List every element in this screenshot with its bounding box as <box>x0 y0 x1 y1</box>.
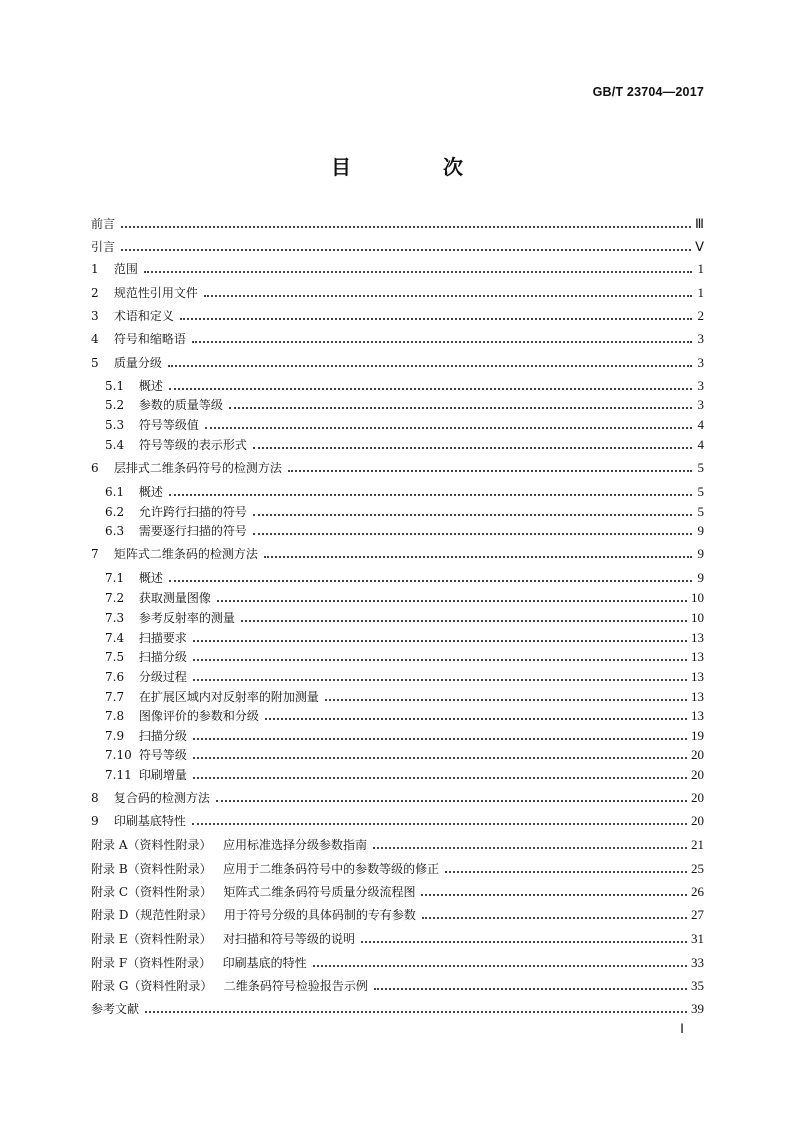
toc-entry-label <box>105 523 247 539</box>
toc-entry-label <box>91 978 368 994</box>
toc-entry-page: 13 <box>691 708 704 723</box>
dot-leader <box>265 717 687 720</box>
toc-entry-title: 扫描要求 <box>138 631 187 645</box>
toc-entry-page: 20 <box>691 790 704 805</box>
toc-entry[interactable] <box>91 544 704 562</box>
dot-leader <box>121 248 691 251</box>
toc-entry-label <box>91 837 367 853</box>
toc-entry-number: 8 <box>91 791 99 805</box>
toc-entry-title: 概述 <box>138 379 163 393</box>
toc-entry-page: 1 <box>697 261 704 276</box>
toc-entry[interactable] <box>105 588 704 606</box>
toc-entry-number: 5.3 <box>105 418 125 432</box>
toc-entry-number: 7.11 <box>105 768 132 782</box>
toc-entry-title: 应用标准选择分级参数指南 <box>222 838 367 852</box>
toc-entry[interactable] <box>91 835 704 853</box>
toc-entry-label <box>105 728 187 744</box>
toc-entry[interactable] <box>91 788 704 806</box>
toc-entry-number: 6.3 <box>105 524 125 538</box>
toc-entry-title: 需要逐行扫描的符号 <box>138 524 247 538</box>
toc-entry[interactable] <box>105 628 704 646</box>
dot-leader <box>169 579 692 582</box>
dot-leader <box>288 469 692 472</box>
dot-leader <box>193 658 687 661</box>
toc-entry[interactable] <box>91 458 704 476</box>
toc-entry-page: 3 <box>697 378 704 393</box>
toc-entry-number: 9 <box>91 814 99 828</box>
toc-entry[interactable] <box>105 726 704 744</box>
toc-entry-number: 7.8 <box>105 709 125 723</box>
toc-entry-title: 矩阵式二维条码的检测方法 <box>113 547 258 561</box>
toc-entry-title: 规范性引用文件 <box>113 286 198 300</box>
toc-entry-number: 附录 B（资料性附录） <box>91 862 212 876</box>
toc-entry-label <box>91 861 439 877</box>
toc-entry-label <box>91 216 115 232</box>
toc-entry-page: 5 <box>697 460 704 475</box>
toc-entry-page: 3 <box>697 331 704 346</box>
toc-entry-title: 层排式二维条码符号的检测方法 <box>113 461 282 475</box>
dot-leader <box>168 364 692 367</box>
toc-entry[interactable] <box>105 568 704 586</box>
toc-entry-number: 附录 E（资料性附录） <box>91 932 212 946</box>
toc-entry-label <box>91 355 162 371</box>
dot-leader <box>361 940 687 943</box>
toc-entry-page: 9 <box>697 570 704 585</box>
toc-entry[interactable] <box>105 415 704 433</box>
toc-entry-title: 参数的质量等级 <box>138 398 223 412</box>
toc-entry-label <box>91 790 210 806</box>
toc-entry-page: 13 <box>691 689 704 704</box>
dot-leader <box>422 916 687 919</box>
toc-entry[interactable] <box>91 283 704 301</box>
toc-entry-page: 4 <box>697 417 704 432</box>
toc-entry-number: 附录 G（资料性附录） <box>91 979 213 993</box>
dot-leader <box>193 756 687 759</box>
toc-entry-title: 符号等级值 <box>138 418 199 432</box>
toc-entry[interactable] <box>105 647 704 665</box>
dot-leader <box>241 619 687 622</box>
toc-entry-title: 符号等级 <box>138 748 187 762</box>
toc-entry-label <box>105 767 187 783</box>
toc-entry-title: 参考文献 <box>91 1002 140 1016</box>
toc-entry-number: 7.5 <box>105 650 125 664</box>
toc-entry-number: 6.1 <box>105 485 125 499</box>
toc-entry-title: 二维条码符号检验报告示例 <box>223 979 368 993</box>
toc-entry-page: 25 <box>691 861 704 876</box>
toc-entry-page: 13 <box>691 649 704 664</box>
toc-entry-label <box>105 437 247 453</box>
toc-entry-title: 分级过程 <box>138 670 187 684</box>
toc-entry[interactable] <box>91 905 704 923</box>
toc-entry-title: 图像评价的参数和分级 <box>138 709 259 723</box>
dot-leader <box>193 776 687 779</box>
toc-entry[interactable] <box>105 765 704 783</box>
toc-entry-title: 引言 <box>91 240 116 254</box>
toc-entry-number: 附录 A（资料性附录） <box>91 838 212 852</box>
toc-entry[interactable] <box>91 329 704 347</box>
toc-entry-page: 2 <box>697 308 704 323</box>
toc-entry[interactable] <box>91 214 704 232</box>
toc-entry-page: 19 <box>691 728 704 743</box>
dot-leader <box>169 387 692 390</box>
toc-entry-title: 符号等级的表示形式 <box>138 438 247 452</box>
toc-entry-number: 7 <box>91 547 99 561</box>
toc-entry-number: 7.4 <box>105 631 125 645</box>
dot-leader <box>145 1010 687 1013</box>
toc-entry[interactable] <box>91 999 704 1017</box>
toc-entry[interactable] <box>91 811 704 829</box>
dot-leader <box>193 639 687 642</box>
toc-entry-label <box>105 689 319 705</box>
toc-entry-page: 20 <box>691 767 704 782</box>
dot-leader <box>121 225 691 228</box>
dot-leader <box>205 426 692 429</box>
page-number: Ⅰ <box>680 1021 684 1036</box>
toc-entry-label <box>105 669 187 685</box>
toc-entry-number: 5.4 <box>105 438 125 452</box>
toc-entry-page: 39 <box>691 1001 704 1016</box>
dot-leader <box>192 822 687 825</box>
dot-leader <box>204 294 692 297</box>
toc-entry-label <box>91 285 198 301</box>
toc-entry-page: 1 <box>697 285 704 300</box>
toc-entry-label <box>91 955 307 971</box>
toc-entry-label <box>105 397 223 413</box>
toc-entry-label <box>105 570 163 586</box>
toc-entry[interactable] <box>105 482 704 500</box>
dot-leader <box>192 340 692 343</box>
toc-entry-label <box>105 630 187 646</box>
toc-entry[interactable] <box>105 706 704 724</box>
toc-entry-title: 印刷基底的特性 <box>222 956 307 970</box>
toc-entry-label <box>105 590 211 606</box>
toc-entry-title: 用于符号分级的具体码制的专有参数 <box>223 908 416 922</box>
toc-entry[interactable] <box>105 608 704 626</box>
toc-entry-title: 印刷基底特性 <box>113 814 186 828</box>
toc-entry[interactable] <box>91 882 704 900</box>
document-code: GB/T 23704—2017 <box>592 85 704 99</box>
toc-entry-page: 13 <box>691 630 704 645</box>
toc-entry-title: 扫描分级 <box>138 729 187 743</box>
dot-leader <box>374 987 687 990</box>
dot-leader <box>373 846 687 849</box>
toc-entry-label <box>105 610 235 626</box>
toc-entry-label <box>105 484 163 500</box>
toc-entry-number: 7.10 <box>105 748 132 762</box>
toc-entry-page: 27 <box>691 907 704 922</box>
toc-entry-number: 7.9 <box>105 729 125 743</box>
toc-entry-title: 应用于二维条码符号中的参数等级的修正 <box>223 862 440 876</box>
dot-leader <box>193 737 687 740</box>
toc-entry[interactable] <box>105 395 704 413</box>
dot-leader <box>229 406 692 409</box>
toc-entry-label <box>105 649 187 665</box>
toc-entry[interactable] <box>91 237 704 255</box>
toc-entry-number: 7.3 <box>105 611 125 625</box>
dot-leader <box>264 555 692 558</box>
toc-entry-number: 4 <box>91 332 99 346</box>
toc-entry-label <box>91 460 282 476</box>
toc-entry-page: 9 <box>697 523 704 538</box>
toc-entry[interactable] <box>91 353 704 371</box>
toc-entry-title: 概述 <box>138 485 163 499</box>
toc-entry-number: 7.1 <box>105 571 125 585</box>
toc-entry-number: 7.7 <box>105 690 125 704</box>
toc-entry[interactable] <box>105 667 704 685</box>
toc-entry[interactable] <box>91 306 704 324</box>
toc-entry[interactable] <box>105 687 704 705</box>
toc-entry-title: 符号和缩略语 <box>113 332 186 346</box>
toc-entry-page: 10 <box>691 610 704 625</box>
dot-leader <box>253 532 692 535</box>
toc-entry-label <box>91 884 415 900</box>
dot-leader <box>216 799 687 802</box>
toc-entry-page: 20 <box>691 813 704 828</box>
toc-entry-page: 9 <box>697 546 704 561</box>
toc-entry-page: 5 <box>697 504 704 519</box>
dot-leader <box>421 893 687 896</box>
toc-title: 目 次 <box>331 155 499 179</box>
toc-entry-title: 在扩展区域内对反射率的附加测量 <box>138 690 319 704</box>
toc-entry-number: 5.1 <box>105 379 125 393</box>
toc-entry-number: 1 <box>91 262 99 276</box>
toc-entry-title: 扫描分级 <box>138 650 187 664</box>
toc-entry[interactable] <box>105 435 704 453</box>
dot-leader <box>144 270 692 273</box>
toc-entry-number: 3 <box>91 309 99 323</box>
toc-entry-title: 概述 <box>138 571 163 585</box>
toc-entry-page: 20 <box>691 747 704 762</box>
dot-leader <box>445 870 687 873</box>
toc-entry-label <box>91 261 138 277</box>
toc-entry-page: Ⅴ <box>695 239 704 254</box>
dot-leader <box>180 317 692 320</box>
toc-entry-label <box>105 417 199 433</box>
dot-leader <box>325 698 687 701</box>
dot-leader <box>253 446 692 449</box>
toc-entry[interactable] <box>91 859 704 877</box>
toc-entry-page: 3 <box>697 355 704 370</box>
toc-entry-page: 33 <box>691 955 704 970</box>
toc-entry-title: 质量分级 <box>113 356 162 370</box>
toc-entry-number: 2 <box>91 286 99 300</box>
toc-entry-title: 复合码的检测方法 <box>113 791 210 805</box>
toc-entry-page: 26 <box>691 884 704 899</box>
toc-entry-number: 7.6 <box>105 670 125 684</box>
toc-entry-page: 31 <box>691 931 704 946</box>
toc-entry[interactable] <box>105 745 704 763</box>
toc-entry-number: 6 <box>91 461 99 475</box>
toc-entry-page: 10 <box>691 590 704 605</box>
toc-entry-title: 印刷增量 <box>138 768 187 782</box>
toc-entry-number: 5 <box>91 356 99 370</box>
toc-entry-number: 附录 C（资料性附录） <box>91 885 212 899</box>
dot-leader <box>193 678 687 681</box>
toc-entry-label <box>91 907 416 923</box>
toc-entry[interactable] <box>91 259 704 277</box>
toc-entry-number: 附录 F（资料性附录） <box>91 956 212 970</box>
toc-entry-label <box>91 931 355 947</box>
toc-entry-page: Ⅲ <box>695 216 704 231</box>
toc-entry[interactable] <box>91 953 704 971</box>
toc-entry[interactable] <box>91 929 704 947</box>
toc-entry-label <box>105 378 163 394</box>
toc-entry[interactable] <box>105 376 704 394</box>
toc-entry-label <box>91 239 115 255</box>
toc-entry-title: 参考反射率的测量 <box>138 611 235 625</box>
toc-entry-label <box>105 708 259 724</box>
toc-entry-number: 6.2 <box>105 505 125 519</box>
toc-entry-page: 4 <box>697 437 704 452</box>
toc-entry-number: 附录 D（规范性附录） <box>91 908 213 922</box>
dot-leader <box>169 493 692 496</box>
toc-entry-number: 7.2 <box>105 591 125 605</box>
toc-entry-label <box>91 331 186 347</box>
dot-leader <box>253 513 692 516</box>
toc-entry-page: 21 <box>691 837 704 852</box>
toc-entry-label <box>91 1001 139 1017</box>
toc-entry-page: 5 <box>697 484 704 499</box>
toc-entry-label <box>105 747 187 763</box>
toc-entry-label <box>91 546 258 562</box>
toc-entry-label <box>91 308 174 324</box>
toc-entry-title: 矩阵式二维条码符号质量分级流程图 <box>223 885 416 899</box>
toc-entry-title: 范围 <box>113 262 138 276</box>
dot-leader <box>217 599 687 602</box>
toc-entry-title: 术语和定义 <box>113 309 174 323</box>
toc-entry-page: 13 <box>691 669 704 684</box>
toc-entry-title: 对扫描和符号等级的说明 <box>223 932 356 946</box>
toc-entry-title: 获取测量图像 <box>138 591 211 605</box>
toc-entry-label <box>91 813 186 829</box>
toc-entry[interactable] <box>105 502 704 520</box>
toc-entry[interactable] <box>91 976 704 994</box>
toc-entry-page: 35 <box>691 978 704 993</box>
toc-entry-page: 3 <box>697 397 704 412</box>
toc-entry-number: 5.2 <box>105 398 125 412</box>
toc-entry-label <box>105 504 247 520</box>
toc-entry-title: 允许跨行扫描的符号 <box>138 505 247 519</box>
toc-entry[interactable] <box>105 521 704 539</box>
toc-entry-title: 前言 <box>91 217 116 231</box>
dot-leader <box>313 964 687 967</box>
